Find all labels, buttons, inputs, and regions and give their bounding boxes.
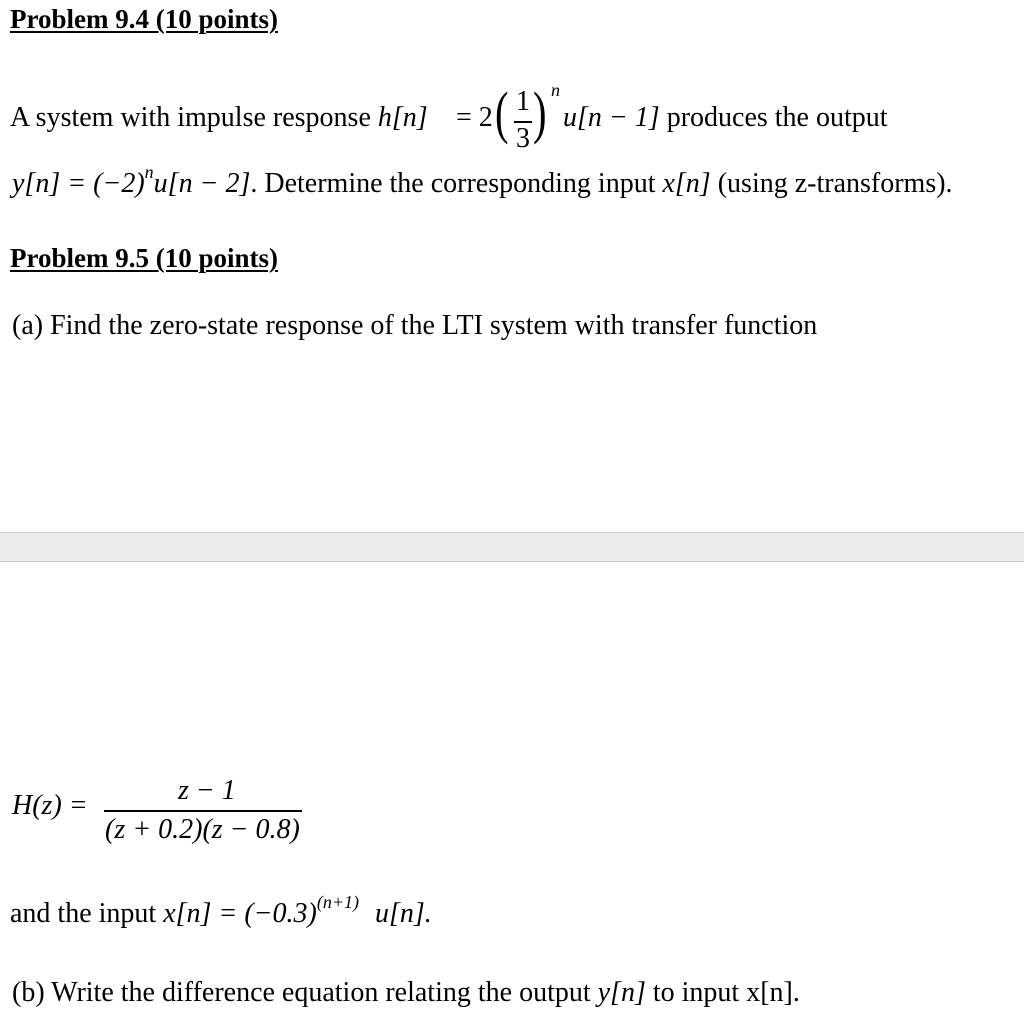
transfer-function-denominator: (z + 0.2)(z − 0.8) [105, 814, 300, 845]
unit-step-shifted: u[n − 1] [563, 102, 660, 133]
input-x-symbol: x[n] [662, 168, 711, 199]
line1-intro-text: A system with impulse response [10, 102, 378, 133]
part-b-text [12, 977, 800, 1009]
part-a-text: (a) Find the zero-state response of the LTI system with transfer function [12, 310, 818, 341]
part-b-output-y: y[n] [597, 977, 646, 1008]
input-exponent: (n+1) [316, 892, 360, 912]
output-unit-step: u[n − 2] [153, 168, 251, 199]
determine-text: . Determine the corresponding input [250, 168, 663, 199]
part-b-tail: to input x[n]. [645, 977, 800, 1008]
right-paren: ) [533, 80, 547, 145]
input-unit-step: u[n]. [375, 898, 432, 929]
problem-9-4-heading: Problem 9.4 (10 points) [10, 4, 278, 34]
left-paren: ( [495, 80, 509, 145]
section-divider [0, 532, 1024, 562]
problem-9-4-line1-intro [10, 102, 428, 134]
h-equals-two: = 2 [456, 102, 493, 133]
problem-9-4-line2 [12, 162, 953, 200]
produces-output-text: produces the output [659, 102, 888, 133]
input-definition-line [10, 892, 360, 930]
h-n-symbol: h[n] [377, 102, 428, 133]
fraction-numerator: 1 [516, 86, 530, 117]
line1-tail [563, 102, 888, 134]
exponent-n: n [551, 80, 560, 100]
transfer-function-numerator: z − 1 [178, 775, 236, 806]
transfer-function-bar [104, 810, 302, 812]
problem-9-5-heading: Problem 9.5 (10 points) [10, 243, 278, 273]
transfer-function-lhs: H(z) = [12, 790, 88, 821]
input-x-expression: x[n] = (−0.3) [163, 898, 317, 929]
part-b-intro: (b) Write the difference equation relating the output [12, 977, 598, 1008]
output-exponent: n [144, 162, 154, 182]
output-y-expression: y[n] = (−2) [12, 168, 145, 199]
and-the-input-text: and the input [10, 898, 164, 929]
using-z-transforms-text: (using z-transforms). [710, 168, 953, 199]
fraction-denominator: 3 [516, 123, 530, 154]
